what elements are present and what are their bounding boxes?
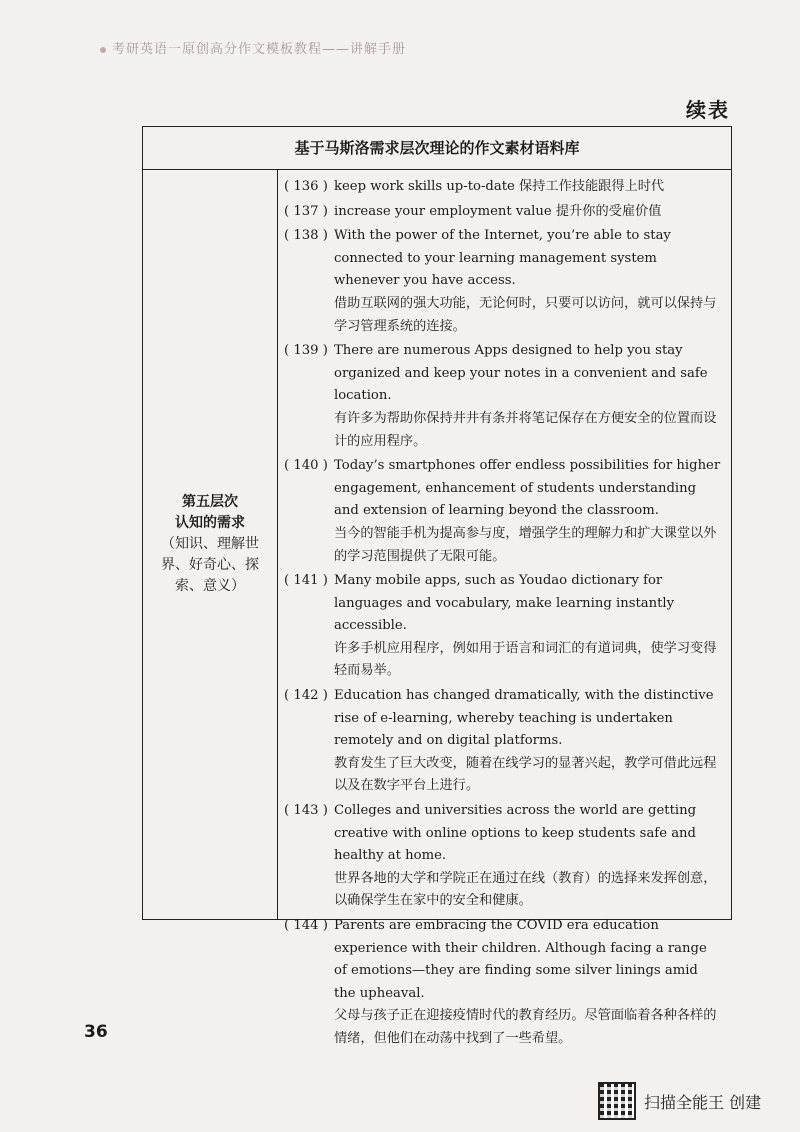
corpus-table [142,126,732,1046]
entry-chinese: 许多手机应用程序，例如用于语言和词汇的有道词典，使学习变得轻而易举。 [334,640,717,679]
entry-english: Parents are embracing the COVID era education experience with their children. Although facing a range of emotions—they are finding some silver linings amid the upheaval. [334,918,707,1001]
category-cell [143,170,278,919]
corpus-entry [284,176,721,199]
table-body [143,170,731,1046]
entry-chinese: 世界各地的大学和学院正在通过在线（教育）的选择来发挥创意，以确保学生在家中的安全和健康。 [334,870,717,909]
entry-number: ( 139 ) [284,343,328,359]
entry-english: increase your employment value 提升你的受雇价值 [334,203,662,219]
entry-number: ( 138 ) [284,228,328,244]
entry-number: ( 140 ) [284,458,328,474]
qr-code-icon [598,1082,636,1120]
running-header [100,38,406,57]
corpus-entry [284,201,721,224]
page-number: 36 [84,1022,108,1042]
entries-cell [278,170,731,1046]
entry-chinese: 教育发生了巨大改变，随着在线学习的显著兴起，教学可借此远程以及在数字平台上进行。 [334,755,717,794]
entry-number: ( 142 ) [284,688,328,704]
entry-english: Colleges and universities across the world are getting creative with online options to keep students safe and healthy at home. [334,803,697,864]
corpus-entry [284,340,721,453]
category-need: 认知的需求 [175,515,245,531]
corpus-entry [284,685,721,798]
scanner-watermark [598,1082,761,1120]
entry-number: ( 136 ) [284,179,328,194]
entry-number: ( 144 ) [284,918,328,933]
entry-chinese: 借助互联网的强大功能，无论何时，只要可以访问，就可以保持与学习管理系统的连接。 [334,295,717,334]
category-level: 第五层次 [182,494,238,510]
entry-chinese: 有许多为帮助你保持井井有条并将笔记保存在方便安全的位置而设计的应用程序。 [334,410,717,449]
corpus-entry [284,455,721,568]
entry-chinese: 当今的智能手机为提高参与度，增强学生的理解力和扩大课堂以外的学习范围提供了无限可能。 [334,525,717,564]
entry-number: ( 143 ) [284,803,328,819]
table-title: 基于马斯洛需求层次理论的作文素材语料库 [143,127,731,170]
entry-english: Today’s smartphones offer endless possibilities for higher engagement, enhancement of students understanding and extension of learning beyond the classroom. [334,458,721,519]
entry-number: ( 137 ) [284,203,328,219]
entry-english: Education has changed dramatically, with the distinctive rise of e-learning, whereby teaching is undertaken remotely and on digital platforms. [334,688,714,749]
corpus-entry [284,225,721,338]
category-details: （知识、理解世界、好奇心、探索、意义） [161,536,259,594]
bullet-dot-icon [100,47,106,53]
entry-english: With the power of the Internet, you’re able to stay connected to your learning management system whenever you have access. [334,228,671,289]
entry-english: Many mobile apps, such as Youdao dictionary for languages and vocabulary, make learning instantly accessible. [334,573,675,634]
header-text: 考研英语一原创高分作文模板教程——讲解手册 [112,42,407,57]
entry-english: There are numerous Apps designed to help you stay organized and keep your notes in a convenient and safe location. [334,343,708,404]
scanner-label: 扫描全能王 创建 [644,1092,762,1112]
corpus-entry [284,915,721,1051]
entry-number: ( 141 ) [284,573,328,589]
corpus-entry [284,570,721,683]
continued-label: 续表 [686,98,730,122]
entry-chinese: 父母与孩子正在迎接疫情时代的教育经历。尽管面临着各种各样的情绪，但他们在动荡中找到了一些希望。 [334,1008,717,1046]
entry-english: keep work skills up-to-date 保持工作技能跟得上时代 [334,179,665,194]
corpus-entry [284,800,721,913]
